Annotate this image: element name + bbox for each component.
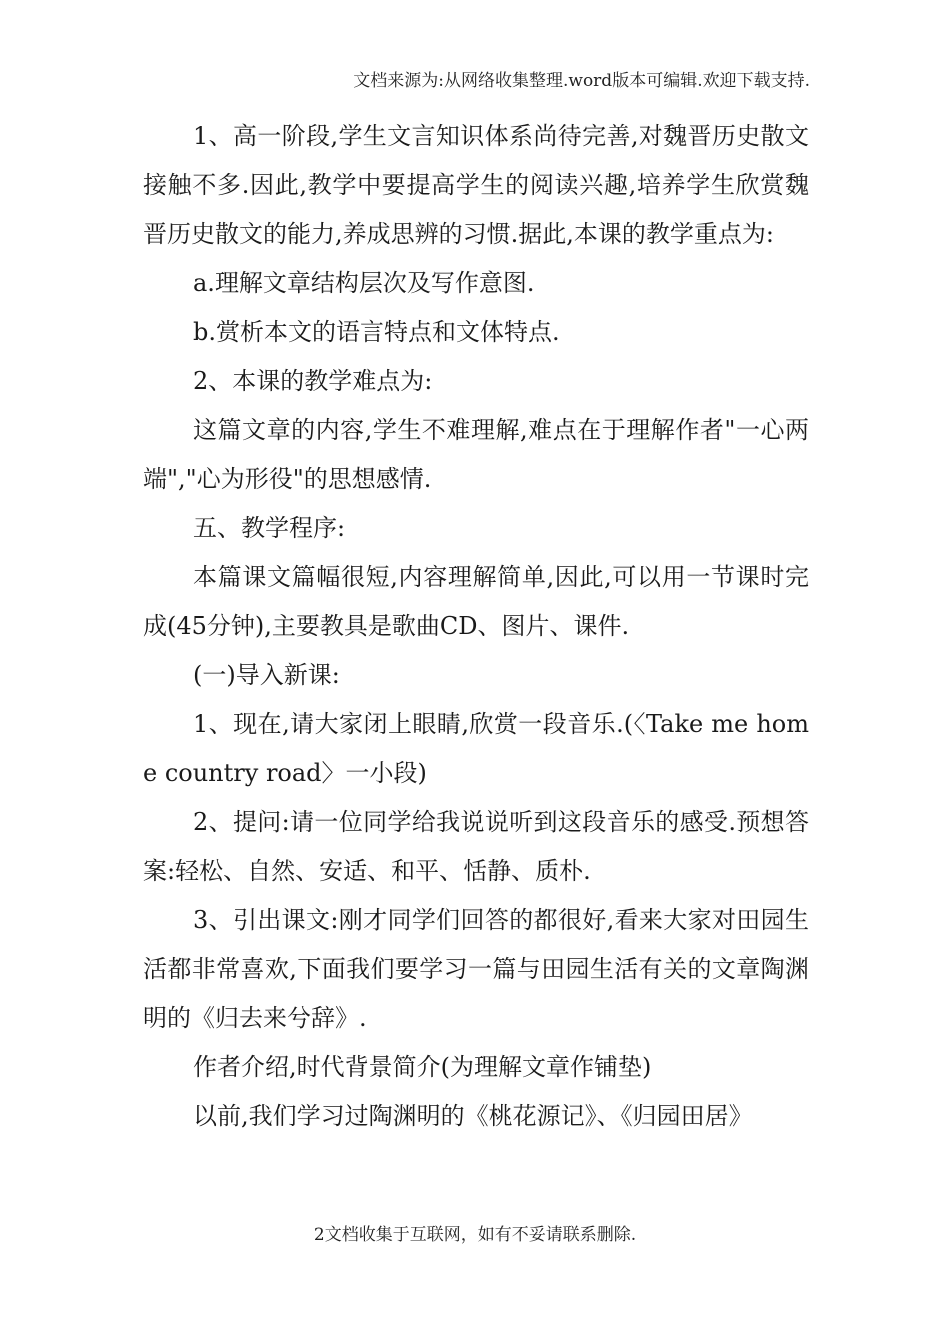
paragraph-difficulty-heading: 2、本课的教学难点为: <box>193 367 433 395</box>
page-header: 文档来源为:从网络收集整理.word版本可编辑.欢迎下载支持. <box>353 71 810 91</box>
section-heading-procedure: 五、教学程序: <box>193 514 346 542</box>
document-body <box>143 112 809 1141</box>
section-heading-intro: (一)导入新课: <box>193 661 340 689</box>
paragraph-author-intro: 作者介绍,时代背景简介(为理解文章作铺垫) <box>193 1053 652 1081</box>
paragraph-step-2: 2、提问:请一位同学给我说说听到这段音乐的感受.预想答案:轻松、自然、安适、和平、恬静、质朴. <box>143 808 809 885</box>
paragraph-focus-a: a.理解文章结构层次及写作意图. <box>193 269 535 297</box>
paragraph-step-1: 1、现在,请大家闭上眼睛,欣赏一段音乐.(〈Take me home country road〉一小段) <box>143 710 809 787</box>
paragraph-focus-b: b.赏析本文的语言特点和文体特点. <box>193 318 560 346</box>
paragraph-previous-works: 以前,我们学习过陶渊明的《桃花源记》、《归园田居》 <box>193 1102 753 1130</box>
paragraph-step-3: 3、引出课文:刚才同学们回答的都很好,看来大家对田园生活都非常喜欢,下面我们要学习一篇与田园生活有关的文章陶渊明的《归去来兮辞》. <box>143 906 809 1032</box>
paragraph-procedure: 本篇课文篇幅很短,内容理解简单,因此,可以用一节课时完成(45分钟),主要教具是歌曲CD、图片、课件. <box>143 563 809 640</box>
paragraph-teaching-focus: 1、高一阶段,学生文言知识体系尚待完善,对魏晋历史散文接触不多.因此,教学中要提高学生的阅读兴趣,培养学生欣赏魏晋历史散文的能力,养成思辨的习惯.据此,本课的教学重点为: <box>143 122 809 248</box>
paragraph-difficulty: 这篇文章的内容,学生不难理解,难点在于理解作者"一心两端","心为形役"的思想感情. <box>143 416 809 493</box>
page-footer: 2文档收集于互联网，如有不妥请联系删除. <box>313 1225 637 1245</box>
